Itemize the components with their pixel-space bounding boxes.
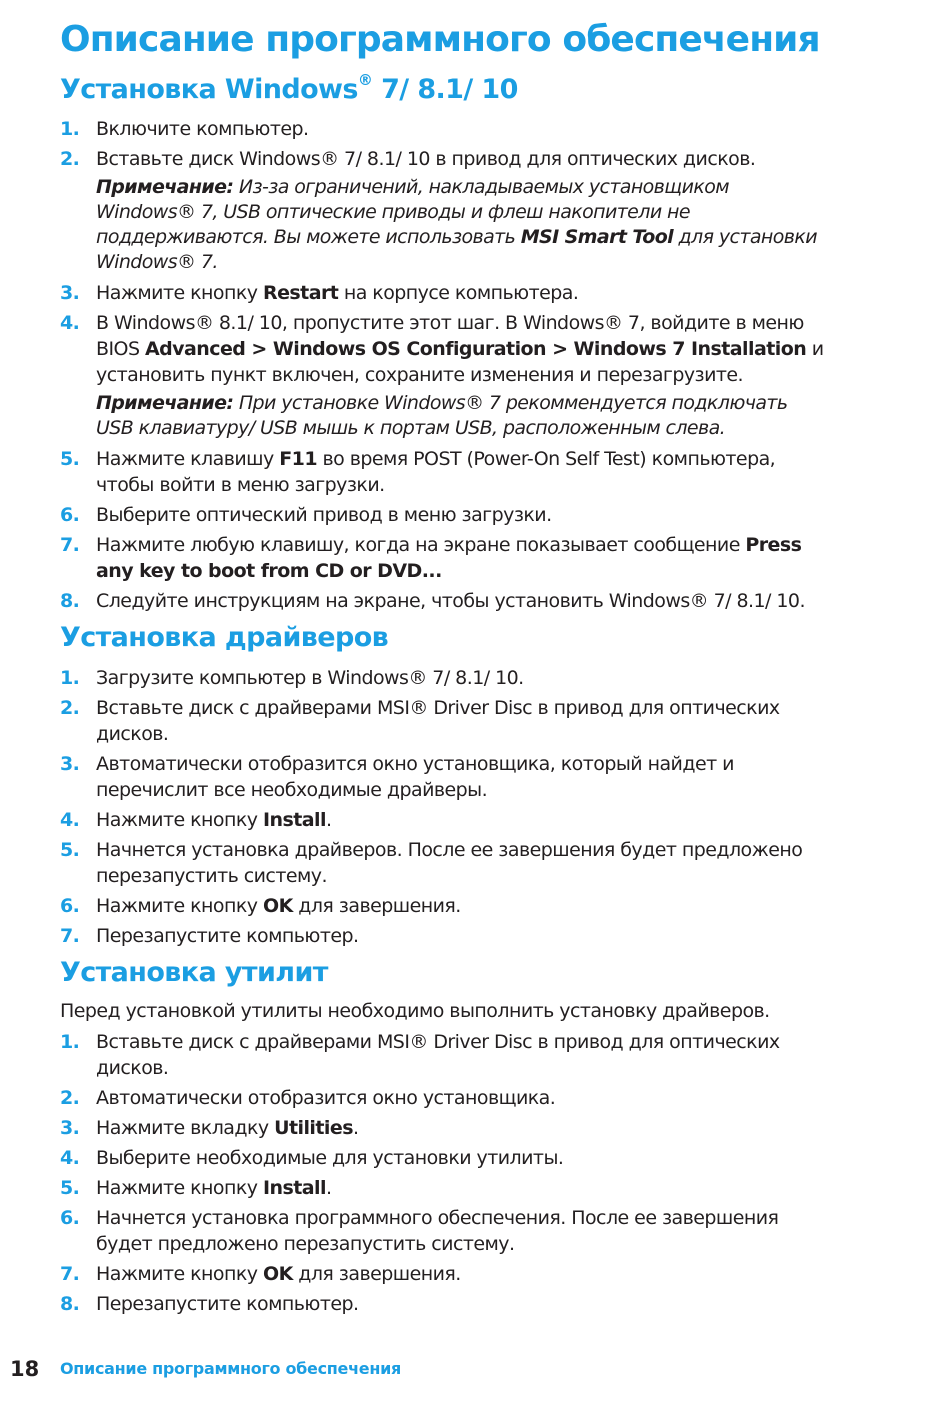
list-item	[60, 146, 920, 172]
page-number: 18	[10, 1357, 40, 1381]
step-number: 3.	[60, 1117, 80, 1139]
step-text: Нажмите клавишу	[96, 448, 280, 470]
list-item	[60, 588, 920, 614]
step-text: Перезапустите компьютер.	[96, 1293, 359, 1315]
step-text: Начнется установка драйверов. После ее завершения будет предложено перезапустить систему.	[96, 839, 803, 887]
step-number: 7.	[60, 534, 80, 556]
list-item	[60, 893, 920, 919]
step-bold: Restart	[262, 282, 339, 304]
step-text: Нажмите кнопку	[96, 1263, 263, 1285]
driver-install-steps	[60, 665, 920, 953]
step-number: 6.	[60, 895, 80, 917]
step-text: Нажмите вкладку	[96, 1117, 275, 1139]
step-text: Автоматически отобразится окно установщика, который найдет и перечислит все необходимые драйверы.	[96, 753, 734, 801]
step-text: Загрузите компьютер в Windows® 7/ 8.1/ 10.	[96, 667, 524, 689]
step-number: 2.	[60, 697, 80, 719]
note-label: Примечание:	[96, 176, 234, 198]
step-text-end: .	[325, 809, 332, 831]
step-text: Выберите оптический привод в меню загрузки.	[96, 504, 552, 526]
list-item	[60, 1291, 920, 1317]
step-text: Автоматически отобразится окно установщика.	[96, 1087, 556, 1109]
step-text-end: .	[325, 1177, 332, 1199]
list-item	[60, 1115, 920, 1141]
page-title: Описание программного обеспечения	[60, 19, 820, 60]
step-text-end: для завершения.	[292, 895, 461, 917]
step-number: 4.	[60, 1147, 80, 1169]
step-number: 1.	[60, 667, 80, 689]
step-text: Включите компьютер.	[96, 118, 309, 140]
step-bold: OK	[262, 895, 293, 917]
step-number: 5.	[60, 839, 80, 861]
step-number: 8.	[60, 590, 80, 612]
section-title-drivers: Установка драйверов	[60, 622, 389, 653]
utilities-install-steps	[60, 1029, 920, 1321]
list-item	[60, 1085, 920, 1111]
step-number: 7.	[60, 925, 80, 947]
step-number: 2.	[60, 1087, 80, 1109]
utilities-intro: Перед установкой утилиты необходимо выполнить установку драйверов.	[60, 1000, 770, 1022]
step-number: 6.	[60, 504, 80, 526]
step-text: Вставьте диск Windows® 7/ 8.1/ 10 в привод для оптических дисков.	[96, 148, 756, 170]
note-text-end: для установки Windows® 7.	[96, 226, 817, 273]
step-number: 3.	[60, 282, 80, 304]
step-number: 8.	[60, 1293, 80, 1315]
step-text: Выберите необходимые для установки утилиты.	[96, 1147, 564, 1169]
list-item	[60, 502, 920, 528]
step-number: 4.	[60, 809, 80, 831]
list-item	[60, 532, 920, 584]
step-text-end: .	[352, 1117, 359, 1139]
list-item	[60, 1029, 920, 1081]
list-item	[60, 695, 920, 747]
list-item	[60, 807, 920, 833]
note-text: При установке Windows® 7 рекоммендуется подключать USB клавиатуру/ USB мышь к портам USB, расположенным слева.	[96, 392, 788, 439]
section-title-utilities: Установка утилит	[60, 957, 328, 988]
step-number: 1.	[60, 1031, 80, 1053]
list-item	[60, 837, 920, 889]
step-text: Нажмите кнопку	[96, 895, 263, 917]
section-title-versions: 7/ 8.1/ 10	[372, 74, 518, 105]
registered-mark: ®	[357, 71, 373, 89]
step-text: Вставьте диск с драйверами MSI® Driver Disc в привод для оптических дисков.	[96, 1031, 780, 1079]
list-item	[60, 310, 920, 388]
list-item	[60, 923, 920, 949]
note-text: Из-за ограничений, накладываемых установщиком Windows® 7, USB оптические приводы и флеш накопители не поддерживаются. Вы можете использовать	[96, 176, 729, 248]
step-number: 3.	[60, 753, 80, 775]
footer-section-title: Описание программного обеспечения	[60, 1359, 401, 1378]
step-text-end: для завершения.	[292, 1263, 461, 1285]
step-text: Нажмите кнопку	[96, 809, 263, 831]
step-number: 5.	[60, 448, 80, 470]
step-text: Следуйте инструкциям на экране, чтобы установить Windows® 7/ 8.1/ 10.	[96, 590, 805, 612]
step-text-end: и установить пункт включен, сохраните изменения и перезагрузите.	[96, 338, 824, 386]
step-number: 6.	[60, 1207, 80, 1229]
list-item	[60, 1145, 920, 1171]
step-bold: Advanced > Windows OS Configuration > Windows 7 Installation	[144, 338, 807, 360]
note-label: Примечание:	[96, 392, 234, 414]
step-text: Нажмите кнопку	[96, 282, 263, 304]
step-text: Нажмите кнопку	[96, 1177, 263, 1199]
list-item	[60, 280, 920, 306]
list-item	[60, 751, 920, 803]
list-item	[60, 116, 920, 142]
step-bold: Install	[262, 1177, 326, 1199]
step-text: В Windows® 8.1/ 10, пропустите этот шаг. В Windows® 7, войдите в меню BIOS	[96, 312, 804, 360]
section-title-text: Установка Windows	[60, 74, 358, 105]
step-number: 5.	[60, 1177, 80, 1199]
list-item	[60, 1205, 920, 1257]
step-text: Начнется установка программного обеспечения. После ее завершения будет предложено перезапустить систему.	[96, 1207, 779, 1255]
step-number: 7.	[60, 1263, 80, 1285]
step-bold: Utilities	[274, 1117, 353, 1139]
windows-install-steps	[60, 116, 920, 618]
list-item	[60, 665, 920, 691]
note-usb-limitations	[60, 175, 920, 275]
list-item	[60, 1261, 920, 1287]
step-bold: OK	[262, 1263, 293, 1285]
step-bold: Install	[262, 809, 326, 831]
step-text-end: на корпусе компьютера.	[338, 282, 579, 304]
step-text-end: во время POST (Power-On Self Test) компьютера, чтобы войти в меню загрузки.	[96, 448, 776, 496]
note-usb-ports	[60, 391, 920, 441]
step-number: 1.	[60, 118, 80, 140]
step-text: Нажмите любую клавишу, когда на экране показывает сообщение	[96, 534, 746, 556]
step-number: 2.	[60, 148, 80, 170]
step-number: 4.	[60, 312, 80, 334]
section-title-windows-install	[60, 70, 518, 110]
list-item	[60, 446, 920, 498]
step-bold: Press any key to boot from CD or DVD...	[96, 534, 802, 582]
step-text: Перезапустите компьютер.	[96, 925, 359, 947]
step-bold: F11	[279, 448, 317, 470]
note-tool-name: MSI Smart Tool	[520, 226, 674, 248]
list-item	[60, 1175, 920, 1201]
step-text: Вставьте диск с драйверами MSI® Driver Disc в привод для оптических дисков.	[96, 697, 780, 745]
